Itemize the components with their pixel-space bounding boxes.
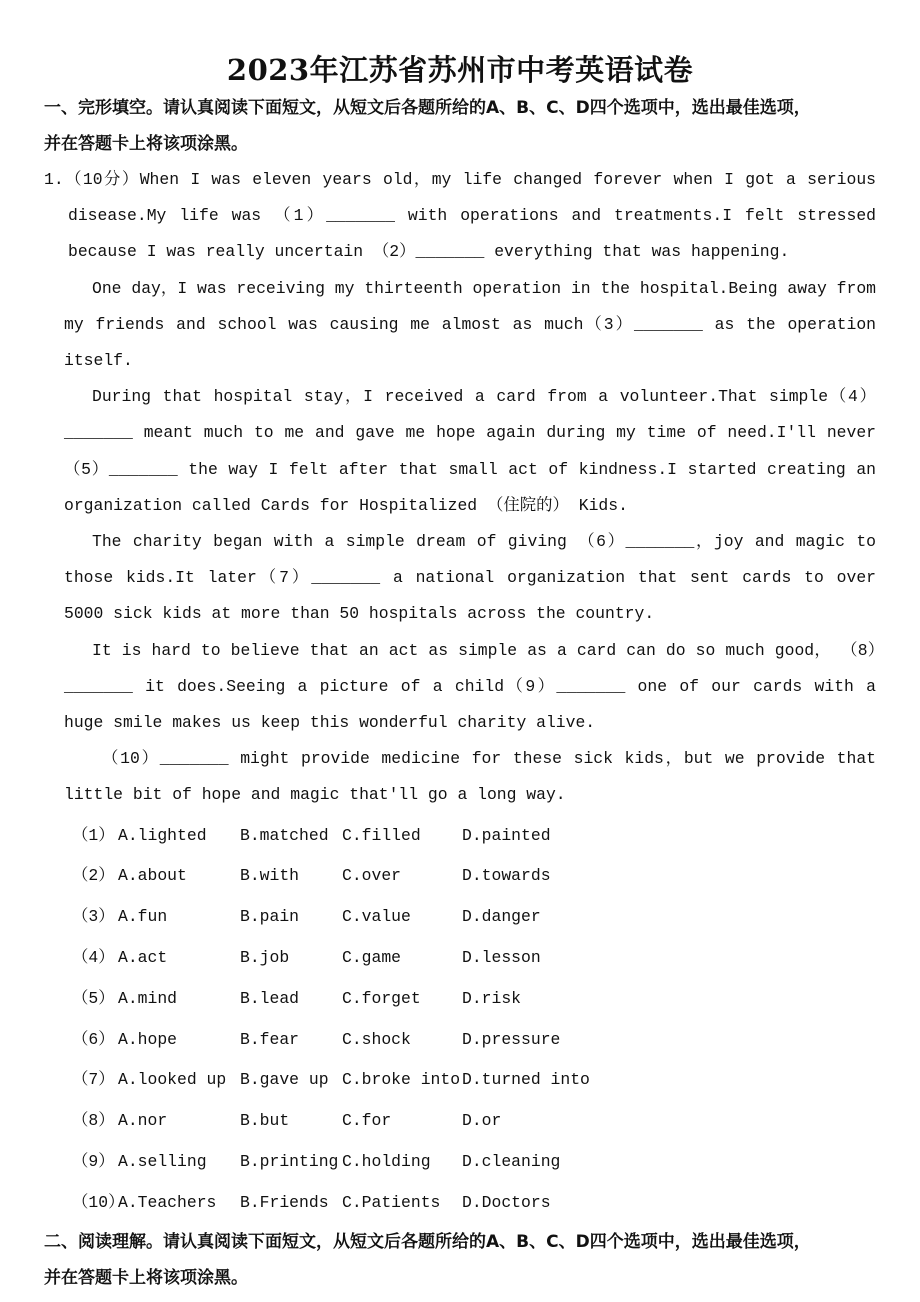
option-d: D.lesson <box>462 948 541 968</box>
option-d: D.towards <box>462 866 551 886</box>
option-number: （7） <box>72 1070 115 1090</box>
option-b: B.printing <box>240 1152 339 1172</box>
option-b: B.fear <box>240 1029 300 1049</box>
option-b: B.matched <box>240 825 329 845</box>
option-c: C.filled <box>342 825 421 845</box>
option-d: D.Doctors <box>462 1192 551 1212</box>
option-a: A.hope <box>118 1029 178 1049</box>
option-number: （2） <box>72 866 115 886</box>
option-c: C.over <box>342 866 402 886</box>
option-a: A.Teachers <box>118 1192 217 1212</box>
option-d: D.or <box>462 1111 502 1131</box>
passage-paragraph-3: During that hospital stay，I received a card from a volunteer.That simple（4）_______ meant much to me and gave me hope again during my time of need.I'll never （5）_______ the way I felt after that small act of kindness.I started creating an organization called Cards for Hospitalized （住院的） Kids. <box>64 387 876 515</box>
option-b: B.with <box>240 866 300 886</box>
passage-paragraph-2: One day，I was receiving my thirteenth operation in the hospital.Being away from my friends and school was causing me almost as much（3）_______ as the operation itself. <box>64 278 876 371</box>
option-b: B.lead <box>240 988 300 1008</box>
option-number: （1） <box>72 825 115 845</box>
option-d: D.pressure <box>462 1029 561 1049</box>
option-c: C.forget <box>342 988 421 1008</box>
option-c: C.game <box>342 948 402 968</box>
option-number: （6） <box>72 1029 115 1049</box>
option-c: C.for <box>342 1111 392 1131</box>
section1-heading-line1: 一、完形填空。请认真阅读下面短文，从短文后各题所给的A、B、C、D四个选项中，选出最佳选项， <box>44 98 811 118</box>
passage-paragraph-4: The charity began with a simple dream of giving （6）_______，joy and magic to those kids.It later（7）_______ a national organization that sent cards to over 5000 sick kids at more than 50 hospitals across the country. <box>64 532 876 624</box>
section2-heading-line1: 二、阅读理解。请认真阅读下面短文，从短文后各题所给的A、B、C、D四个选项中，选出最佳选项， <box>44 1231 811 1252</box>
option-row <box>72 1020 876 1061</box>
option-a: A.selling <box>118 1152 207 1172</box>
option-b: B.Friends <box>240 1192 329 1212</box>
option-row <box>72 1142 876 1183</box>
option-a: A.about <box>118 866 187 886</box>
option-row <box>72 816 876 857</box>
option-row <box>72 856 876 897</box>
option-number: （9） <box>72 1152 115 1172</box>
option-b: B.gave up <box>240 1070 329 1090</box>
option-row <box>72 1060 876 1101</box>
option-row <box>72 897 876 938</box>
option-row <box>72 1183 876 1224</box>
option-d: D.risk <box>462 988 522 1008</box>
option-b: B.pain <box>240 907 300 927</box>
option-c: C.shock <box>342 1029 411 1049</box>
option-number: （8） <box>72 1111 115 1131</box>
option-row <box>72 1101 876 1142</box>
option-d: D.painted <box>462 825 551 845</box>
option-a: A.lighted <box>118 825 207 845</box>
option-b: B.job <box>240 948 290 968</box>
option-c: C.Patients <box>342 1192 441 1212</box>
option-c: C.broke into <box>342 1070 461 1090</box>
passage-paragraph-6: （10）_______ might provide medicine for these sick kids，but we provide that little bit of hope and magic that'll go a long way. <box>64 749 876 805</box>
option-a: A.nor <box>118 1111 168 1131</box>
options-list <box>72 816 876 1224</box>
option-d: D.danger <box>462 907 541 927</box>
option-a: A.act <box>118 948 168 968</box>
option-a: A.fun <box>118 907 168 927</box>
passage-paragraph-5: It is hard to believe that an act as simple as a card can do so much good， （8）_______ it does.Seeing a picture of a child（9）_______ one of our cards with a huge smile makes us keep this wonderful charity alive. <box>64 640 876 733</box>
option-number: （4） <box>72 948 115 968</box>
option-c: C.value <box>342 907 411 927</box>
option-d: D.turned into <box>462 1070 590 1090</box>
exam-title: 2023年江苏省苏州市中考英语试卷 <box>226 53 694 87</box>
option-number: （10） <box>72 1192 125 1212</box>
option-a: A.looked up <box>118 1070 227 1090</box>
option-a: A.mind <box>118 988 178 1008</box>
option-c: C.holding <box>342 1152 431 1172</box>
option-b: B.but <box>240 1111 290 1131</box>
option-d: D.cleaning <box>462 1152 561 1172</box>
section2-heading-line2: 并在答题卡上将该项涂黑。 <box>44 1267 248 1288</box>
option-number: （3） <box>72 907 115 927</box>
option-row <box>72 979 876 1020</box>
option-row <box>72 938 876 979</box>
section1-heading-line2: 并在答题卡上将该项涂黑。 <box>44 134 248 154</box>
question1-intro: 1.（10分）When I was eleven years old，my life changed forever when I got a serious disease.My life was （1）_______ with operations and treatments.I felt stressed because I was really uncertain （2）_______ everything that was happening. <box>44 170 876 262</box>
option-number: （5） <box>72 988 115 1008</box>
